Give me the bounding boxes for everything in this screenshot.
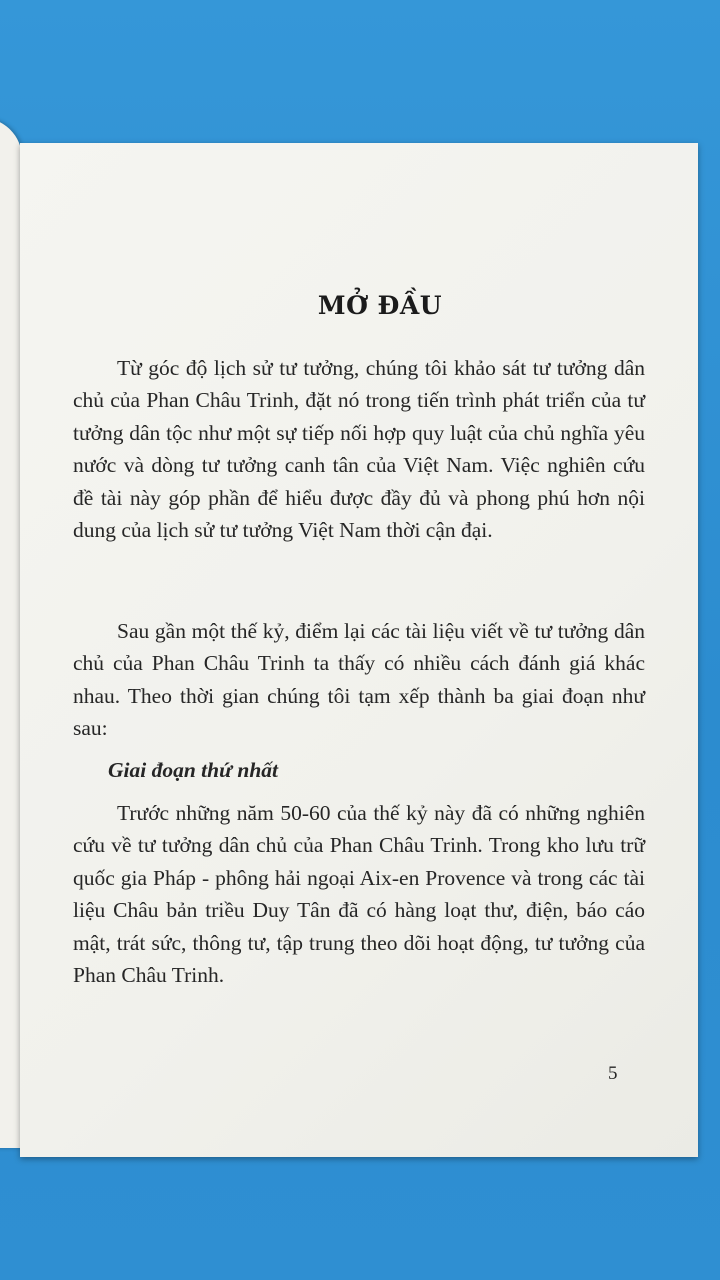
book-page xyxy=(20,143,698,1157)
chapter-title: MỞ ĐẦU xyxy=(317,291,443,320)
previous-page-edge xyxy=(0,118,22,1148)
paragraph-2: Sau gần một thế kỷ, điểm lại các tài liệu viết về tư tưởng dân chủ của Phan Châu Trinh ta thấy có nhiều cách đánh giá khác nhau. Theo thời gian chúng tôi tạm xếp thành ba giai đoạn như sau: xyxy=(73,619,645,741)
paragraph-1: Từ góc độ lịch sử tư tưởng, chúng tôi khảo sát tư tưởng dân chủ của Phan Châu Trinh, đặt nó trong tiến trình phát triển của tư tưởng dân tộc như một sự tiếp nối hợp quy luật của chủ nghĩa yêu nước và dòng tư tưởng canh tân của Việt Nam. Việc nghiên cứu đề tài này góp phần để hiểu được đầy đủ và phong phú hơn nội dung của lịch sử tư tưởng Việt Nam thời cận đại. xyxy=(73,356,645,543)
page-number: 5 xyxy=(608,1063,618,1084)
paragraph-3: Trước những năm 50-60 của thế kỷ này đã có những nghiên cứu về tư tưởng dân chủ của Phan Châu Trinh. Trong kho lưu trữ quốc gia Pháp - phông hải ngoại Aix-en Provence và trong các tài liệu Châu bản triều Duy Tân đã có hàng loạt thư, điện, báo cáo mật, trát sức, thông tư, tập trung theo dõi hoạt động, tư tưởng của Phan Châu Trinh. xyxy=(73,801,645,988)
section-heading: Giai đoạn thứ nhất xyxy=(108,758,279,782)
